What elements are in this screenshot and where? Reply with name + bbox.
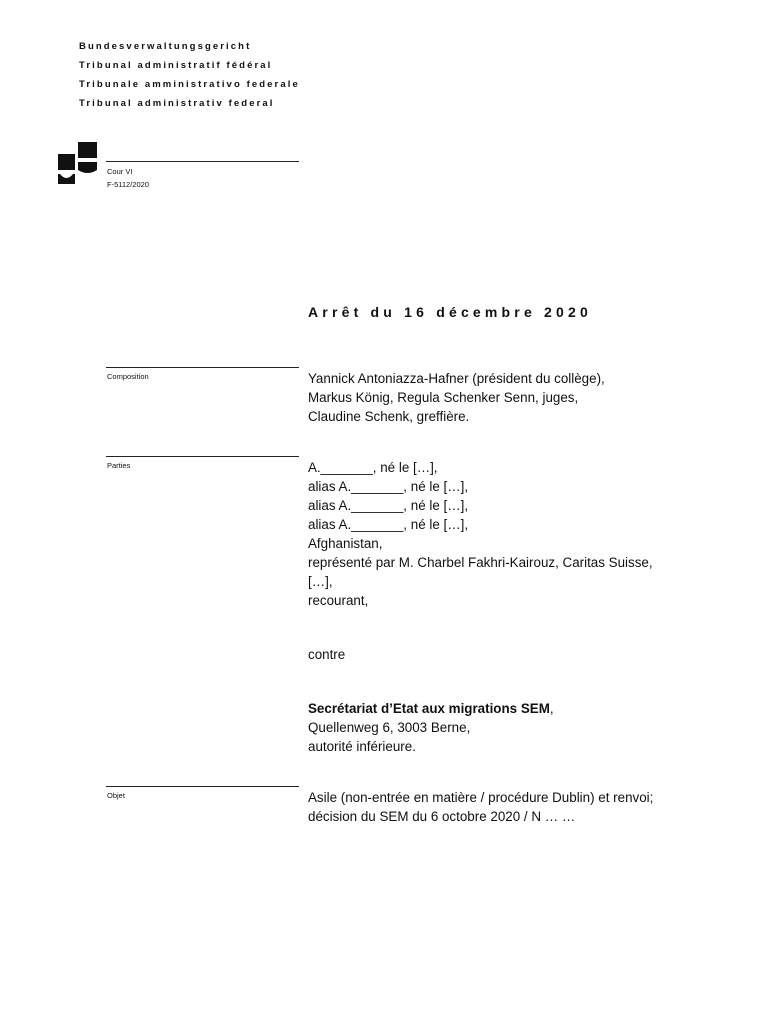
party-line: A._______, né le […], [308, 460, 438, 475]
reference-rule [106, 161, 299, 162]
party-line: représenté par M. Charbel Fakhri-Kairouz, Caritas Suisse, [308, 555, 653, 570]
judgment-title: Arrêt du 16 décembre 2020 [308, 304, 592, 320]
parties-text [308, 458, 653, 610]
court-division: Cour VI [107, 167, 133, 176]
party-line: Afghanistan, [308, 536, 383, 551]
party-line: […], [308, 574, 333, 589]
composition-line: Yannick Antoniazza-Hafner (président du collège), [308, 371, 605, 386]
composition-rule [106, 367, 299, 368]
party-line: alias A._______, né le […], [308, 517, 469, 532]
objet-line: décision du SEM du 6 octobre 2020 / N … … [308, 809, 576, 824]
composition-text [308, 369, 605, 426]
objet-text [308, 788, 653, 826]
objet-line: Asile (non-entrée en matière / procédure Dublin) et renvoi; [308, 790, 654, 805]
objet-rule [106, 786, 299, 787]
court-name-german: Bundesverwaltungsgericht [79, 41, 252, 52]
authority-name: Secrétariat d’Etat aux migrations SEM [308, 701, 550, 716]
composition-line: Markus König, Regula Schenker Senn, juges, [308, 390, 579, 405]
contre-text: contre [308, 647, 346, 662]
case-number: F-5112/2020 [107, 180, 149, 189]
authority-name-line [308, 699, 554, 718]
composition-line: Claudine Schenk, greffière. [308, 409, 470, 424]
authority-address: Quellenweg 6, 3003 Berne, [308, 720, 471, 735]
court-name-romansh: Tribunal administrativ federal [79, 98, 275, 109]
authority-block [308, 699, 554, 756]
party-line: recourant, [308, 593, 369, 608]
authority-role: autorité inférieure. [308, 739, 416, 754]
court-logo-icon [58, 142, 98, 186]
parties-label: Parties [107, 461, 131, 470]
party-line: alias A._______, né le […], [308, 479, 469, 494]
party-line: alias A._______, né le […], [308, 498, 469, 513]
authority-name-suffix: , [549, 701, 554, 716]
parties-rule [106, 456, 299, 457]
court-name-italian: Tribunale amministrativo federale [79, 79, 300, 90]
objet-label: Objet [107, 791, 125, 800]
composition-label: Composition [107, 372, 149, 381]
court-name-french: Tribunal administratif fédéral [79, 60, 273, 71]
